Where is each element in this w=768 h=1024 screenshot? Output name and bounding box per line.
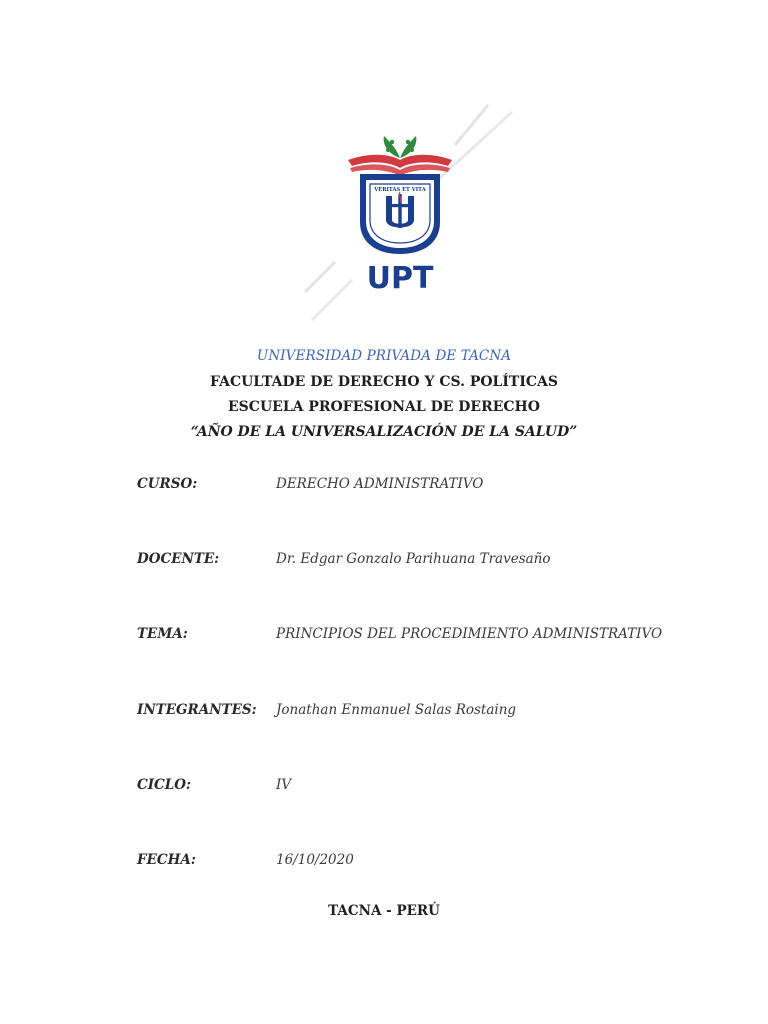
footer-place: TACNA - PERÚ (328, 903, 440, 919)
field-value: Jonathan Enmanuel Salas Rostaing (276, 702, 517, 718)
upt-logo (340, 130, 460, 300)
field-value: PRINCIPIOS DEL PROCEDIMIENTO ADMINISTRATIVO (276, 626, 663, 642)
school-name: ESCUELA PROFESIONAL DE DERECHO (228, 399, 540, 415)
field-value: IV (276, 777, 292, 793)
field-label: DOCENTE: (137, 551, 220, 567)
faculty-name: FACULTADE DE DERECHO Y CS. POLÍTICAS (209, 374, 559, 390)
field-label: TEMA: (137, 626, 188, 642)
field-label: FECHA: (137, 852, 196, 868)
shield-icon (360, 174, 440, 254)
upt-wordmark: UPT (366, 261, 434, 296)
field-label: CICLO: (137, 777, 192, 793)
diagonal-line (305, 262, 335, 292)
field-label: INTEGRANTES: (137, 702, 257, 718)
ribbon-banner-icon (348, 155, 452, 176)
field-label: CURSO: (137, 476, 198, 492)
laurel-icon (384, 136, 417, 158)
university-name: UNIVERSIDAD PRIVADA DE TACNA (256, 348, 512, 364)
year-motto: “AÑO DE LA UNIVERSALIZACIÓN DE LA SALUD” (190, 424, 578, 440)
field-value: DERECHO ADMINISTRATIVO (276, 476, 484, 492)
field-value: Dr. Edgar Gonzalo Parihuana Travesaño (276, 551, 551, 567)
field-value: 16/10/2020 (276, 852, 354, 868)
svg-text:VERITAS ET VITA: VERITAS ET VITA (374, 187, 426, 193)
